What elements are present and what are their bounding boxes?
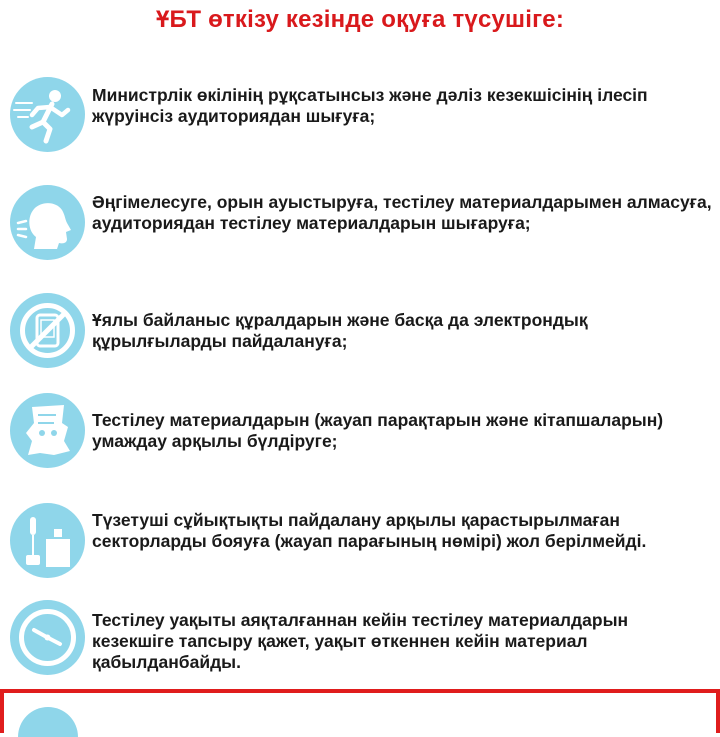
bottom-red-frame bbox=[0, 689, 720, 733]
correction-fluid-icon bbox=[10, 503, 85, 578]
no-phone-icon bbox=[10, 293, 85, 368]
rule-text-2: Әңгімелесуге, орын ауыстыруға, тестілеу материалдарымен алмасуға, аудиториядан тестілеу материалдарын шығаруға; bbox=[92, 192, 712, 233]
page-title: ҰБТ өткізу кезінде оқуға түсушіге: bbox=[155, 6, 565, 33]
crumpled-paper-icon bbox=[10, 393, 85, 468]
rule-text-1: Министрлік өкілінің рұқсатынсыз және дәліз кезекшісінің ілесіп жүруінсіз аудиториядан шығуға; bbox=[92, 85, 648, 126]
rule-text-4: Тестілеу материалдарын (жауап парақтарын және кітапшаларын) умаждау арқылы бүлдіруге; bbox=[92, 410, 664, 451]
rule-text-3: Ұялы байланыс құралдарын және басқа да электрондық құрылғыларды пайдалануға; bbox=[92, 310, 588, 351]
running-person-icon bbox=[10, 77, 85, 152]
talking-head-icon bbox=[10, 185, 85, 260]
rule-text-5: Түзетуші сұйықтықты пайдалану арқылы қарастырылмаған секторларды бояуға (жауап парағының нөмірі) жол берілмейді. bbox=[92, 510, 647, 551]
clock-icon bbox=[10, 600, 85, 675]
rule-text-6: Тестілеу уақыты аяқталғаннан кейін тестілеу материалдарын кезекшіге тапсыру қажет, уақыт өткеннен кейін материал қабылданбайды. bbox=[92, 610, 629, 672]
